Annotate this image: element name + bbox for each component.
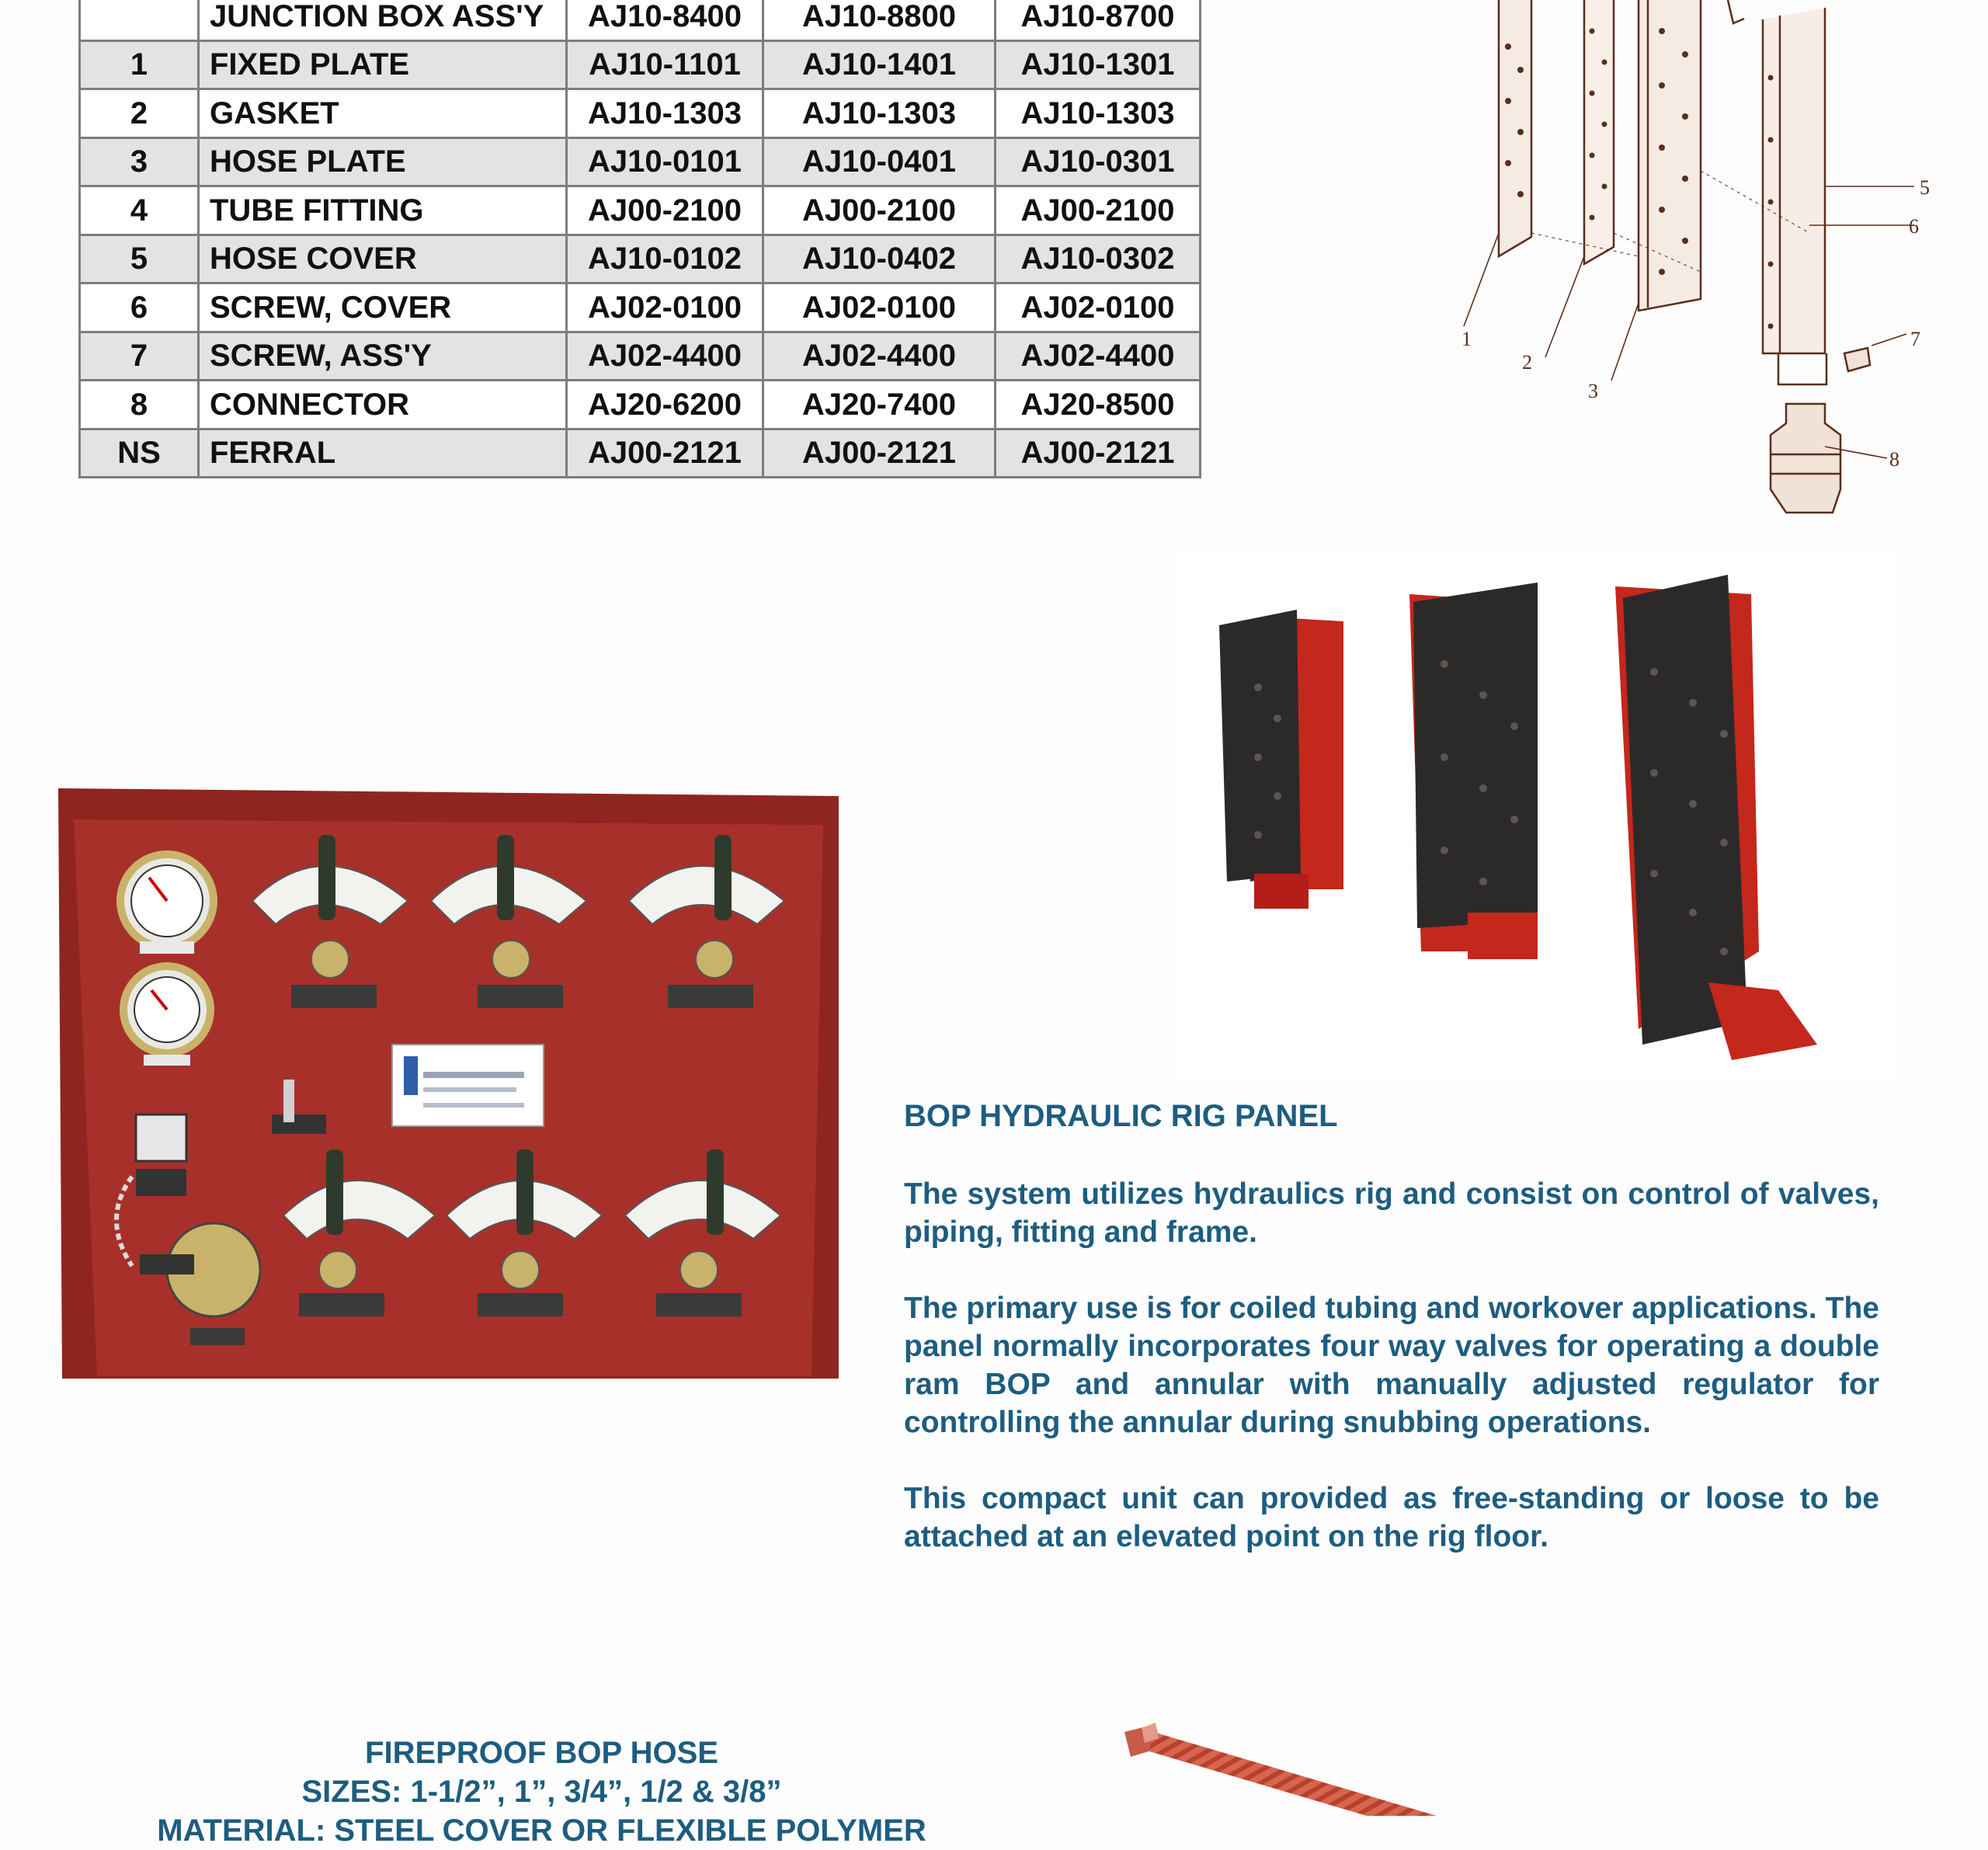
rig-panel-paragraph-2: The primary use is for coiled tubing and workover applications. The panel normally incorporates four way valves for operating a double ram BOP and annular with manually adjusted regulator for controlling the annular during snubbing operations. (904, 1292, 1879, 1439)
pressure-gauge-icon (120, 854, 214, 954)
hose-material: MATERIAL: STEEL COVER OR FLEXIBLE POLYMER (157, 1813, 926, 1848)
callout-5: 5 (1920, 176, 1930, 199)
table-cell: AJ20-8500 (996, 381, 1201, 429)
callout-8: 8 (1889, 448, 1899, 471)
table-row (80, 429, 1201, 478)
callout-7: 7 (1910, 328, 1920, 350)
table-cell: AJ10-0401 (763, 137, 996, 186)
table-cell: SCREW, ASS'Y (199, 332, 567, 381)
table-row (80, 0, 1201, 40)
callout-2: 2 (1522, 351, 1532, 374)
table-row (80, 381, 1201, 429)
table-cell: FIXED PLATE (199, 40, 567, 89)
callout-3: 3 (1588, 380, 1598, 402)
table-cell: AJ10-0102 (567, 235, 763, 283)
table-cell: AJ10-0402 (763, 235, 996, 283)
table-cell: AJ20-6200 (567, 381, 763, 429)
junction-box-medium (1409, 582, 1538, 959)
hose-heading (78, 1734, 1006, 1850)
table-cell: AJ02-0100 (763, 283, 996, 332)
table-cell: AJ10-8700 (996, 0, 1201, 40)
table-row (80, 186, 1201, 235)
rig-panel-paragraph-3: This compact unit can provided as free-standing or loose to be attached at an elevated point on the rig floor. (904, 1482, 1879, 1553)
table-row (80, 332, 1201, 381)
table-cell: AJ10-1303 (763, 89, 996, 138)
table-row (80, 40, 1201, 89)
table-cell: 6 (80, 283, 199, 332)
table-cell: AJ10-0301 (996, 137, 1201, 186)
table-cell: AJ10-1303 (567, 89, 763, 138)
gasket-drawing (1584, 0, 1614, 264)
table-cell: AJ00-2100 (996, 186, 1201, 235)
exploded-parts-diagram (1444, 0, 1941, 528)
table-cell: SCREW, COVER (199, 283, 567, 332)
table-cell: AJ02-0100 (996, 283, 1201, 332)
table-cell: FERRAL (199, 429, 567, 478)
table-cell: CONNECTOR (199, 381, 567, 429)
connector-drawing (1771, 404, 1840, 513)
table-row (80, 137, 1201, 186)
table-cell: AJ10-1101 (567, 40, 763, 89)
rig-panel-paragraph-1: The system utilizes hydraulics rig and consist on control of valves, piping, fitting and frame. (904, 1177, 1879, 1249)
table-cell: AJ00-2121 (763, 429, 996, 478)
table-cell: AJ02-4400 (567, 332, 763, 381)
table-cell: AJ00-2100 (763, 186, 996, 235)
table-row (80, 235, 1201, 283)
callout-1: 1 (1461, 328, 1472, 350)
table-cell: 4 (80, 186, 199, 235)
table-row (80, 283, 1201, 332)
junction-box-small (1219, 610, 1343, 909)
fireproof-hose-photo (1110, 1716, 1437, 1816)
table-cell: AJ02-4400 (996, 332, 1201, 381)
rig-panel-photo (16, 738, 878, 1437)
junction-boxes-photo (1173, 548, 1895, 1083)
table-cell: AJ00-2121 (567, 429, 763, 478)
table-cell: AJ02-4400 (763, 332, 996, 381)
table-cell: 7 (80, 332, 199, 381)
table-cell: AJ10-0101 (567, 137, 763, 186)
table-cell: AJ02-0100 (567, 283, 763, 332)
table-cell: 8 (80, 381, 199, 429)
table-cell: AJ10-1303 (996, 89, 1201, 138)
table-cell (80, 0, 199, 40)
table-cell: TUBE FITTING (199, 186, 567, 235)
table-cell: AJ00-2100 (567, 186, 763, 235)
callout-6: 6 (1909, 215, 1919, 238)
table-cell: AJ00-2121 (996, 429, 1201, 478)
table-cell: AJ10-0302 (996, 235, 1201, 283)
table-row (80, 89, 1201, 138)
table-cell: HOSE COVER (199, 235, 567, 283)
table-cell: 1 (80, 40, 199, 89)
parts-table (78, 0, 1201, 478)
table-cell: JUNCTION BOX ASS'Y (199, 0, 567, 40)
table-cell: AJ10-8400 (567, 0, 763, 40)
rig-panel-title: BOP HYDRAULIC RIG PANEL (904, 1099, 1338, 1133)
table-cell: GASKET (199, 89, 567, 138)
screw-drawing (1844, 348, 1870, 371)
table-cell: AJ20-7400 (763, 381, 996, 429)
parts-table-body (80, 0, 1201, 478)
table-cell: NS (80, 429, 199, 478)
hose-title: FIREPROOF BOP HOSE (365, 1736, 718, 1770)
table-cell: HOSE PLATE (199, 137, 567, 186)
table-cell: 5 (80, 235, 199, 283)
table-cell: AJ10-1401 (763, 40, 996, 89)
table-cell: 2 (80, 89, 199, 138)
hose-sizes: SIZES: 1-1/2”, 1”, 3/4”, 1/2 & 3/8” (301, 1775, 782, 1809)
table-cell: AJ10-8800 (763, 0, 996, 40)
fixed-plate-drawing (1499, 0, 1531, 256)
table-cell: AJ10-1301 (996, 40, 1201, 89)
table-cell: 3 (80, 137, 199, 186)
hose-cover-drawing (1763, 8, 1825, 353)
